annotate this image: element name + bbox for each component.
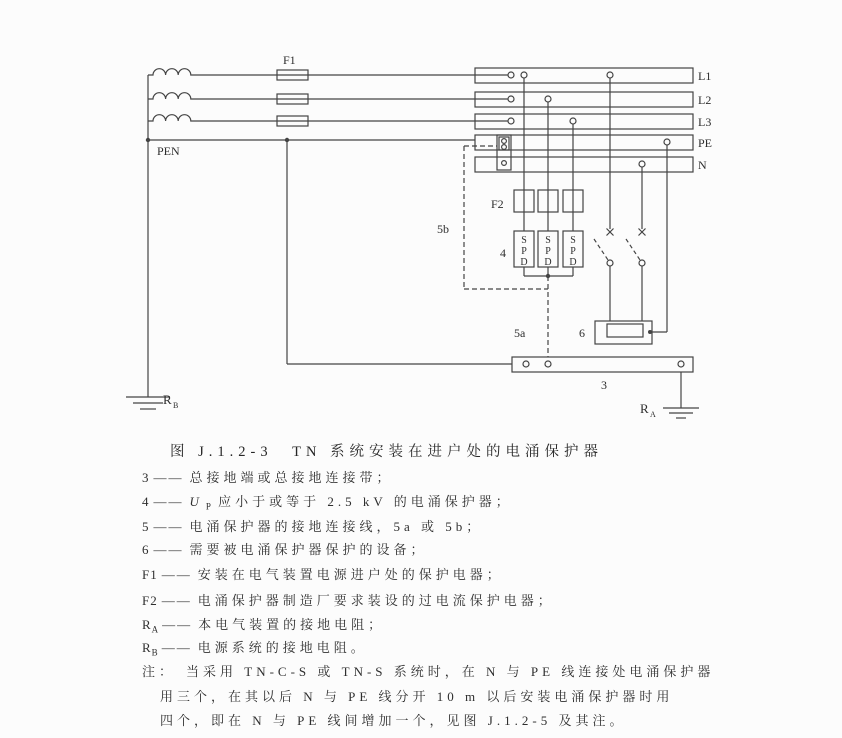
legend-key: 5 <box>142 519 150 534</box>
up-variable-sub: P <box>205 501 211 512</box>
up-variable: U <box>189 494 203 509</box>
label-6: 6 <box>579 326 585 340</box>
ground-ra <box>663 372 699 418</box>
legend-item-5: 5 —— 电涌保护器的接地连接线，5a 或 5b； <box>142 519 484 534</box>
label-5b: 5b <box>437 222 449 236</box>
legend-key: F1 <box>142 567 158 582</box>
note-text: 四个，即在 N 与 PE 线间增加一个，见图 J.1.2-5 及其注。 <box>160 713 627 728</box>
label-ra: R <box>640 401 649 416</box>
legend-key: F2 <box>142 593 158 608</box>
spd2-letter-p: P <box>545 246 551 257</box>
legend-text: 总接地端或总接地连接带； <box>189 470 394 485</box>
legend-text: 需要被电涌保护器保护的设备； <box>189 542 428 557</box>
earthing-connections-dashed <box>464 146 548 357</box>
legend-item-3: 3 —— 总接地端或总接地连接带； <box>142 470 394 485</box>
protected-equipment <box>595 321 652 344</box>
legend-key: 6 <box>142 542 150 557</box>
spd1-letter-s: S <box>521 235 527 246</box>
label-5a: 5a <box>514 326 526 340</box>
legend-text: 电源系统的接地电阻。 <box>197 640 368 655</box>
spd3-letter-s: S <box>570 235 576 246</box>
legend-item-6: 6 —— 需要被电涌保护器保护的设备； <box>142 542 428 557</box>
note-line-1 <box>142 661 714 680</box>
legend-text: 本电气装置的接地电阻； <box>198 617 386 632</box>
label-pen: PEN <box>157 144 180 158</box>
legend-item-ra: $R_A$ —— 本电气装置的接地电阻； <box>142 617 386 635</box>
legend-text: 安装在电气装置电源进户处的保护电器； <box>197 567 504 582</box>
legend-key: 4 <box>142 494 150 509</box>
pen-to-earth-bar <box>287 140 513 364</box>
label-bus-l2: L2 <box>698 93 712 107</box>
label-bus-l3: L3 <box>698 115 712 129</box>
fuse-f1-group <box>277 70 308 126</box>
legend-key-sub: B <box>151 647 158 658</box>
spd2-letter-d: D <box>544 257 552 268</box>
legend-item-f1: F1 —— 安装在电气装置电源进户处的保护电器； <box>142 567 504 582</box>
legend-key: R <box>142 617 152 632</box>
note-line-3 <box>160 710 626 729</box>
spd1-letter-d: D <box>520 257 528 268</box>
spd2-letter-s: S <box>545 235 551 246</box>
switch-2 <box>626 229 646 325</box>
main-earthing-bar <box>512 357 693 372</box>
source-windings <box>146 69 508 397</box>
legend-text: 电涌保护器制造厂要求装设的过电流保护电器； <box>197 593 555 608</box>
legend-item-f2: F2 —— 电涌保护器制造厂要求装设的过电流保护电器； <box>142 593 555 608</box>
label-f2: F2 <box>491 197 504 211</box>
note-line-2 <box>160 686 673 705</box>
label-bus-pe: PE <box>698 136 713 150</box>
switch-1 <box>594 229 614 325</box>
legend-key: 3 <box>142 470 150 485</box>
label-bus-n: N <box>698 158 707 172</box>
label-rb-sub: B <box>173 401 179 410</box>
legend-text: 电涌保护器的接地连接线，5a 或 5b； <box>189 519 484 534</box>
note-text: 当采用 TN-C-S 或 TN-S 系统时，在 N 与 PE 线连接处电涌保护器 <box>186 664 715 679</box>
spd3-letter-p: P <box>570 246 576 257</box>
spd1-letter-p: P <box>521 246 527 257</box>
spd3-letter-d: D <box>569 257 577 268</box>
label-f1: F1 <box>283 53 296 67</box>
label-ra-sub: A <box>650 410 656 419</box>
legend-item-rb: $R_B$ —— 电源系统的接地电阻。 <box>142 640 368 658</box>
label-4: 4 <box>500 246 506 260</box>
legend-text: 应小于或等于 2.5 kV 的电涌保护器； <box>218 494 513 509</box>
note-prefix: 注： <box>142 664 177 679</box>
note-text: 用三个，在其以后 N 与 PE 线分开 10 m 以后安装电涌保护器时用 <box>160 689 674 704</box>
legend-item-4: 4 —— U $_P$ 应小于或等于 2.5 kV 的电涌保护器； <box>142 494 513 512</box>
label-rb: R <box>163 392 172 407</box>
legend-key: R <box>142 640 152 655</box>
label-bus-l1: L1 <box>698 69 712 83</box>
label-3: 3 <box>601 378 607 392</box>
legend-key-sub: A <box>151 624 159 635</box>
figure-title: 图 J.1.2-3 TN 系统安装在进户处的电涌保护器 <box>170 444 604 460</box>
